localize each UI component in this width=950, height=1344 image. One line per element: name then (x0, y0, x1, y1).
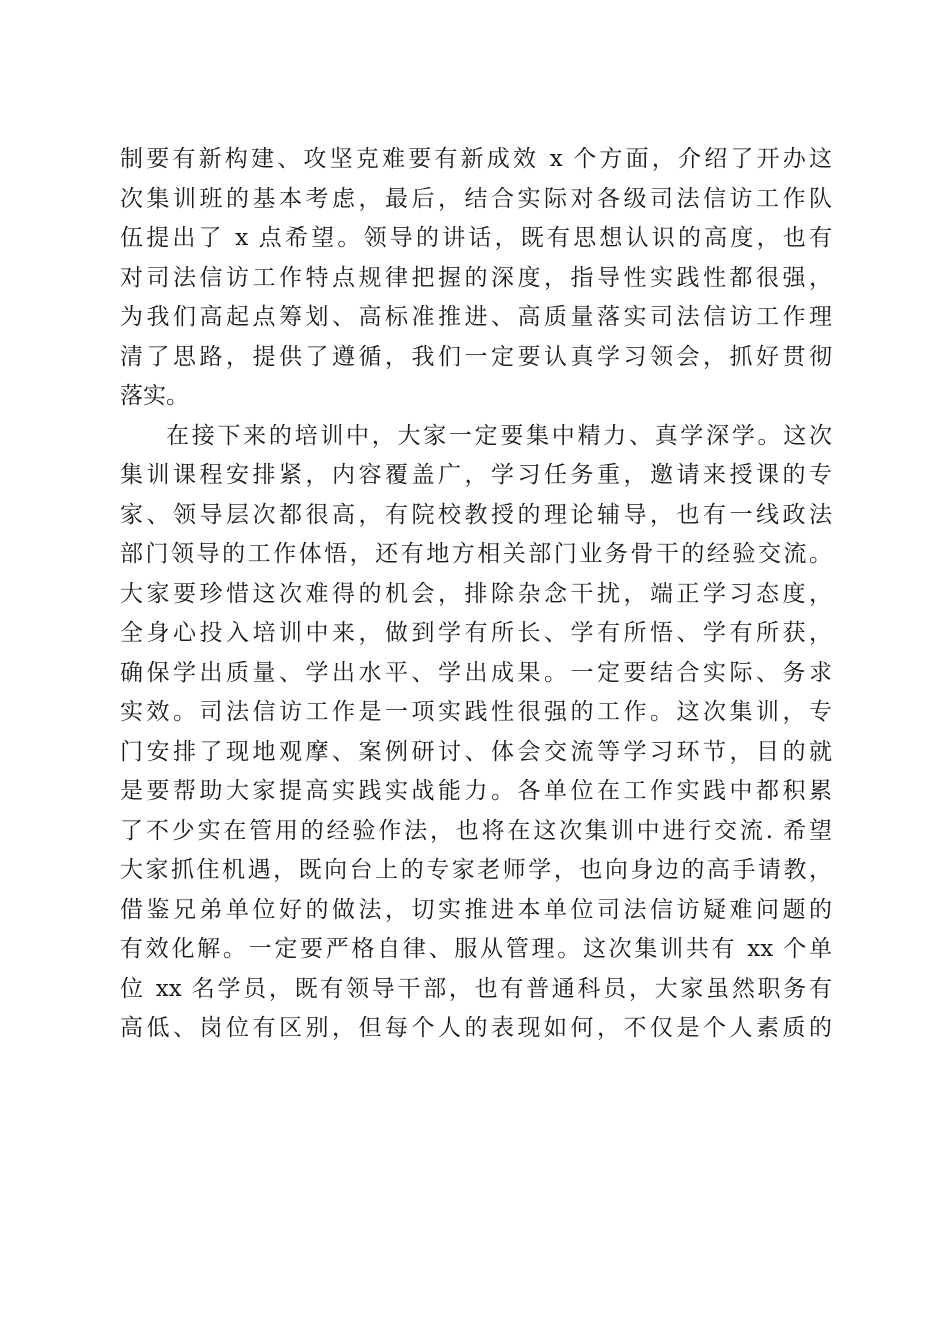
text-line: 制要有新构建、攻坚克难要有新成效 x 个方面，介绍了开办这 (120, 146, 832, 172)
paragraph-1 (120, 140, 832, 417)
text-line: 高低、岗位有区别，但每个人的表现如何，不仅是个人素质的 (120, 1015, 832, 1041)
text-line: 伍提出了 x 点希望。领导的讲话，既有思想认识的高度，也有 (120, 225, 832, 251)
text-line: 家、领导层次都很高，有院校教授的理论辅导，也有一线政法 (120, 501, 832, 528)
paragraph-2 (120, 417, 832, 1049)
text-line: 大家抓住机遇，既向台上的专家老师学，也向身边的高手请教， (120, 857, 832, 883)
text-line: 实效。司法信访工作是一项实践性很强的工作。这次集训，专 (120, 699, 832, 725)
text-line: 了不少实在管用的经验作法，也将在这次集训中进行交流. 希望 (120, 817, 832, 844)
text-line: 大家要珍惜这次难得的机会，排除杂念干扰，端正学习态度， (120, 580, 832, 607)
text-line: 门安排了现地观摩、案例研讨、体会交流等学习环节，目的就 (120, 738, 832, 765)
text-line: 落实。 (120, 383, 189, 409)
text-line: 全身心投入培训中来，做到学有所长、学有所悟、学有所获， (120, 620, 832, 646)
text-line: 确保学出质量、学出水平、学出成果。一定要结合实际、务求 (120, 659, 832, 686)
text-line: 借鉴兄弟单位好的做法，切实推进本单位司法信访疑难问题的 (120, 896, 832, 923)
text-line: 部门领导的工作体悟，还有地方相关部门业务骨干的经验交流。 (120, 541, 832, 567)
text-line: 对司法信访工作特点规律把握的深度，指导性实践性都很强， (120, 264, 832, 291)
text-line: 清了思路，提供了遵循，我们一定要认真学习领会，抓好贯彻 (120, 343, 832, 370)
text-line: 次集训班的基本考虑，最后，结合实际对各级司法信访工作队 (120, 185, 832, 212)
body-text (120, 140, 832, 1049)
text-line: 集训课程安排紧，内容覆盖广，学习任务重，邀请来授课的专 (120, 462, 832, 488)
text-line: 为我们高起点筹划、高标准推进、高质量落实司法信访工作理 (120, 304, 832, 330)
text-line: 是要帮助大家提高实践实战能力。各单位在工作实践中都积累 (120, 778, 832, 804)
text-line: 在接下来的培训中，大家一定要集中精力、真学深学。这次 (166, 422, 832, 449)
text-line: 位 xx 名学员，既有领导干部，也有普通科员，大家虽然职务有 (120, 975, 832, 1002)
text-line: 有效化解。一定要严格自律、服从管理。这次集训共有 xx 个单 (120, 936, 832, 962)
